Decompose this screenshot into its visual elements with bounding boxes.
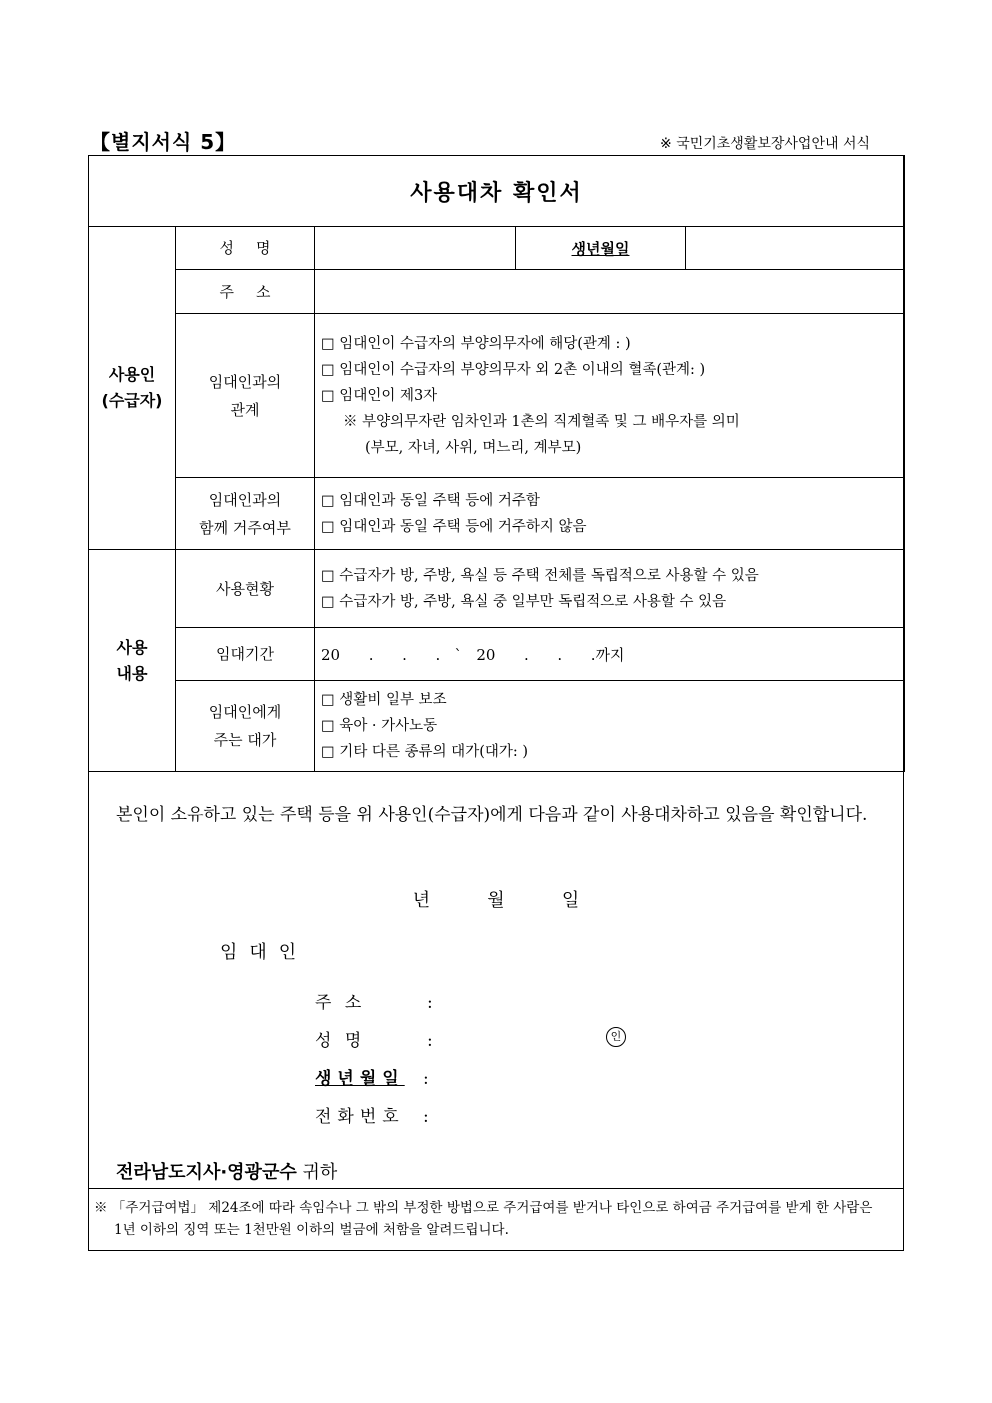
relation-option-third-party[interactable]: □ 임대인이 제3자 <box>321 387 438 404</box>
form-title: 사용대차 확인서 <box>89 156 905 227</box>
footnote-line2: 1년 이하의 징역 또는 1천만원 이하의 벌금에 처함을 알려드립니다. <box>114 1222 509 1238</box>
lessor-name-row[interactable]: 성 명 : <box>315 1026 433 1051</box>
relation-label: 임대인과의 관계 <box>176 314 315 478</box>
form-table <box>88 155 905 772</box>
legal-footnote <box>88 1188 904 1251</box>
relation-option-blood[interactable]: □ 임대인이 수급자의 부양의무자 외 2촌 이내의 혈족(관계: ) <box>321 361 706 378</box>
cohabit-option-no[interactable]: □ 임대인과 동일 주택 등에 거주하지 않음 <box>321 518 587 535</box>
relation-note-detail: (부모, 자녀, 사위, 며느리, 계부모) <box>365 439 582 456</box>
payment-option-living-cost[interactable]: □ 생활비 일부 보조 <box>321 692 447 708</box>
lessor-address-label: 주 소 <box>315 993 366 1013</box>
addressee <box>116 1158 337 1184</box>
status-option-partial[interactable]: □ 수급자가 방, 주방, 욕실 중 일부만 독립적으로 사용할 수 있음 <box>321 593 727 610</box>
user-group-label: 사용인 (수급자) <box>89 227 176 550</box>
status-option-full[interactable]: □ 수급자가 방, 주방, 욕실 등 주택 전체를 독립적으로 사용할 수 있음 <box>321 567 759 584</box>
footnote-line1: ※ 「주거급여법」 제24조에 따라 속임수나 그 밖의 부정한 방법으로 주거급여를 받거나 타인으로 하여금 주거급여를 받게 한 사람은 <box>94 1200 873 1216</box>
address-field[interactable] <box>315 270 905 314</box>
lessor-birth-row[interactable]: 생년월일 : <box>315 1064 429 1089</box>
date-line[interactable]: 년 월 일 <box>412 890 580 911</box>
name-field[interactable] <box>315 227 516 270</box>
address-label: 주소 <box>176 270 315 314</box>
addressee-name: 전라남도지사·영광군수 <box>116 1162 297 1183</box>
payment-options[interactable] <box>315 681 905 772</box>
period-label: 임대기간 <box>176 628 315 681</box>
lessor-name-label: 성 명 <box>315 1031 366 1051</box>
lessor-address-row[interactable]: 주 소 : <box>315 988 433 1013</box>
cohabit-options[interactable] <box>315 478 905 550</box>
usage-group-label: 사용 내용 <box>89 550 176 772</box>
name-label: 성명 <box>176 227 315 270</box>
relation-options[interactable] <box>315 314 905 478</box>
lessor-phone-label: 전화번호 <box>315 1107 405 1127</box>
lessor-phone-row[interactable]: 전화번호 : <box>315 1102 429 1127</box>
period-field[interactable]: 20 . . . ` 20 . . .까지 <box>315 628 905 681</box>
relation-option-dependent[interactable]: □ 임대인이 수급자의 부양의무자에 해당(관계 : ) <box>321 335 631 352</box>
payment-option-other[interactable]: □ 기타 다른 종류의 대가(대가: ) <box>321 744 529 760</box>
birth-label: 생년월일 <box>516 227 686 270</box>
addressee-suffix: 귀하 <box>302 1162 338 1183</box>
form-source: ※ 국민기초생활보장사업안내 서식 <box>660 136 870 152</box>
form-number: 【별지서식 5】 <box>90 130 237 154</box>
lessor-title: 임대인 <box>220 942 309 963</box>
payment-label: 임대인에게 주는 대가 <box>176 681 315 772</box>
status-options[interactable] <box>315 550 905 628</box>
birth-field[interactable] <box>686 227 905 270</box>
cohabit-option-yes[interactable]: □ 임대인과 동일 주택 등에 거주함 <box>321 492 540 509</box>
status-label: 사용현황 <box>176 550 315 628</box>
cohabit-label: 임대인과의 함께 거주여부 <box>176 478 315 550</box>
relation-note: ※ 부양의무자란 임차인과 1촌의 직계혈족 및 그 배우자를 의미 <box>343 413 740 430</box>
declaration-text: 본인이 소유하고 있는 주택 등을 위 사용인(수급자)에게 다음과 같이 사용대차하고 있음을 확인합니다. <box>116 805 868 825</box>
seal-icon: 인 <box>606 1027 626 1047</box>
payment-option-childcare[interactable]: □ 육아 · 가사노동 <box>321 718 438 734</box>
lessor-birth-label: 생년월일 <box>315 1069 405 1089</box>
